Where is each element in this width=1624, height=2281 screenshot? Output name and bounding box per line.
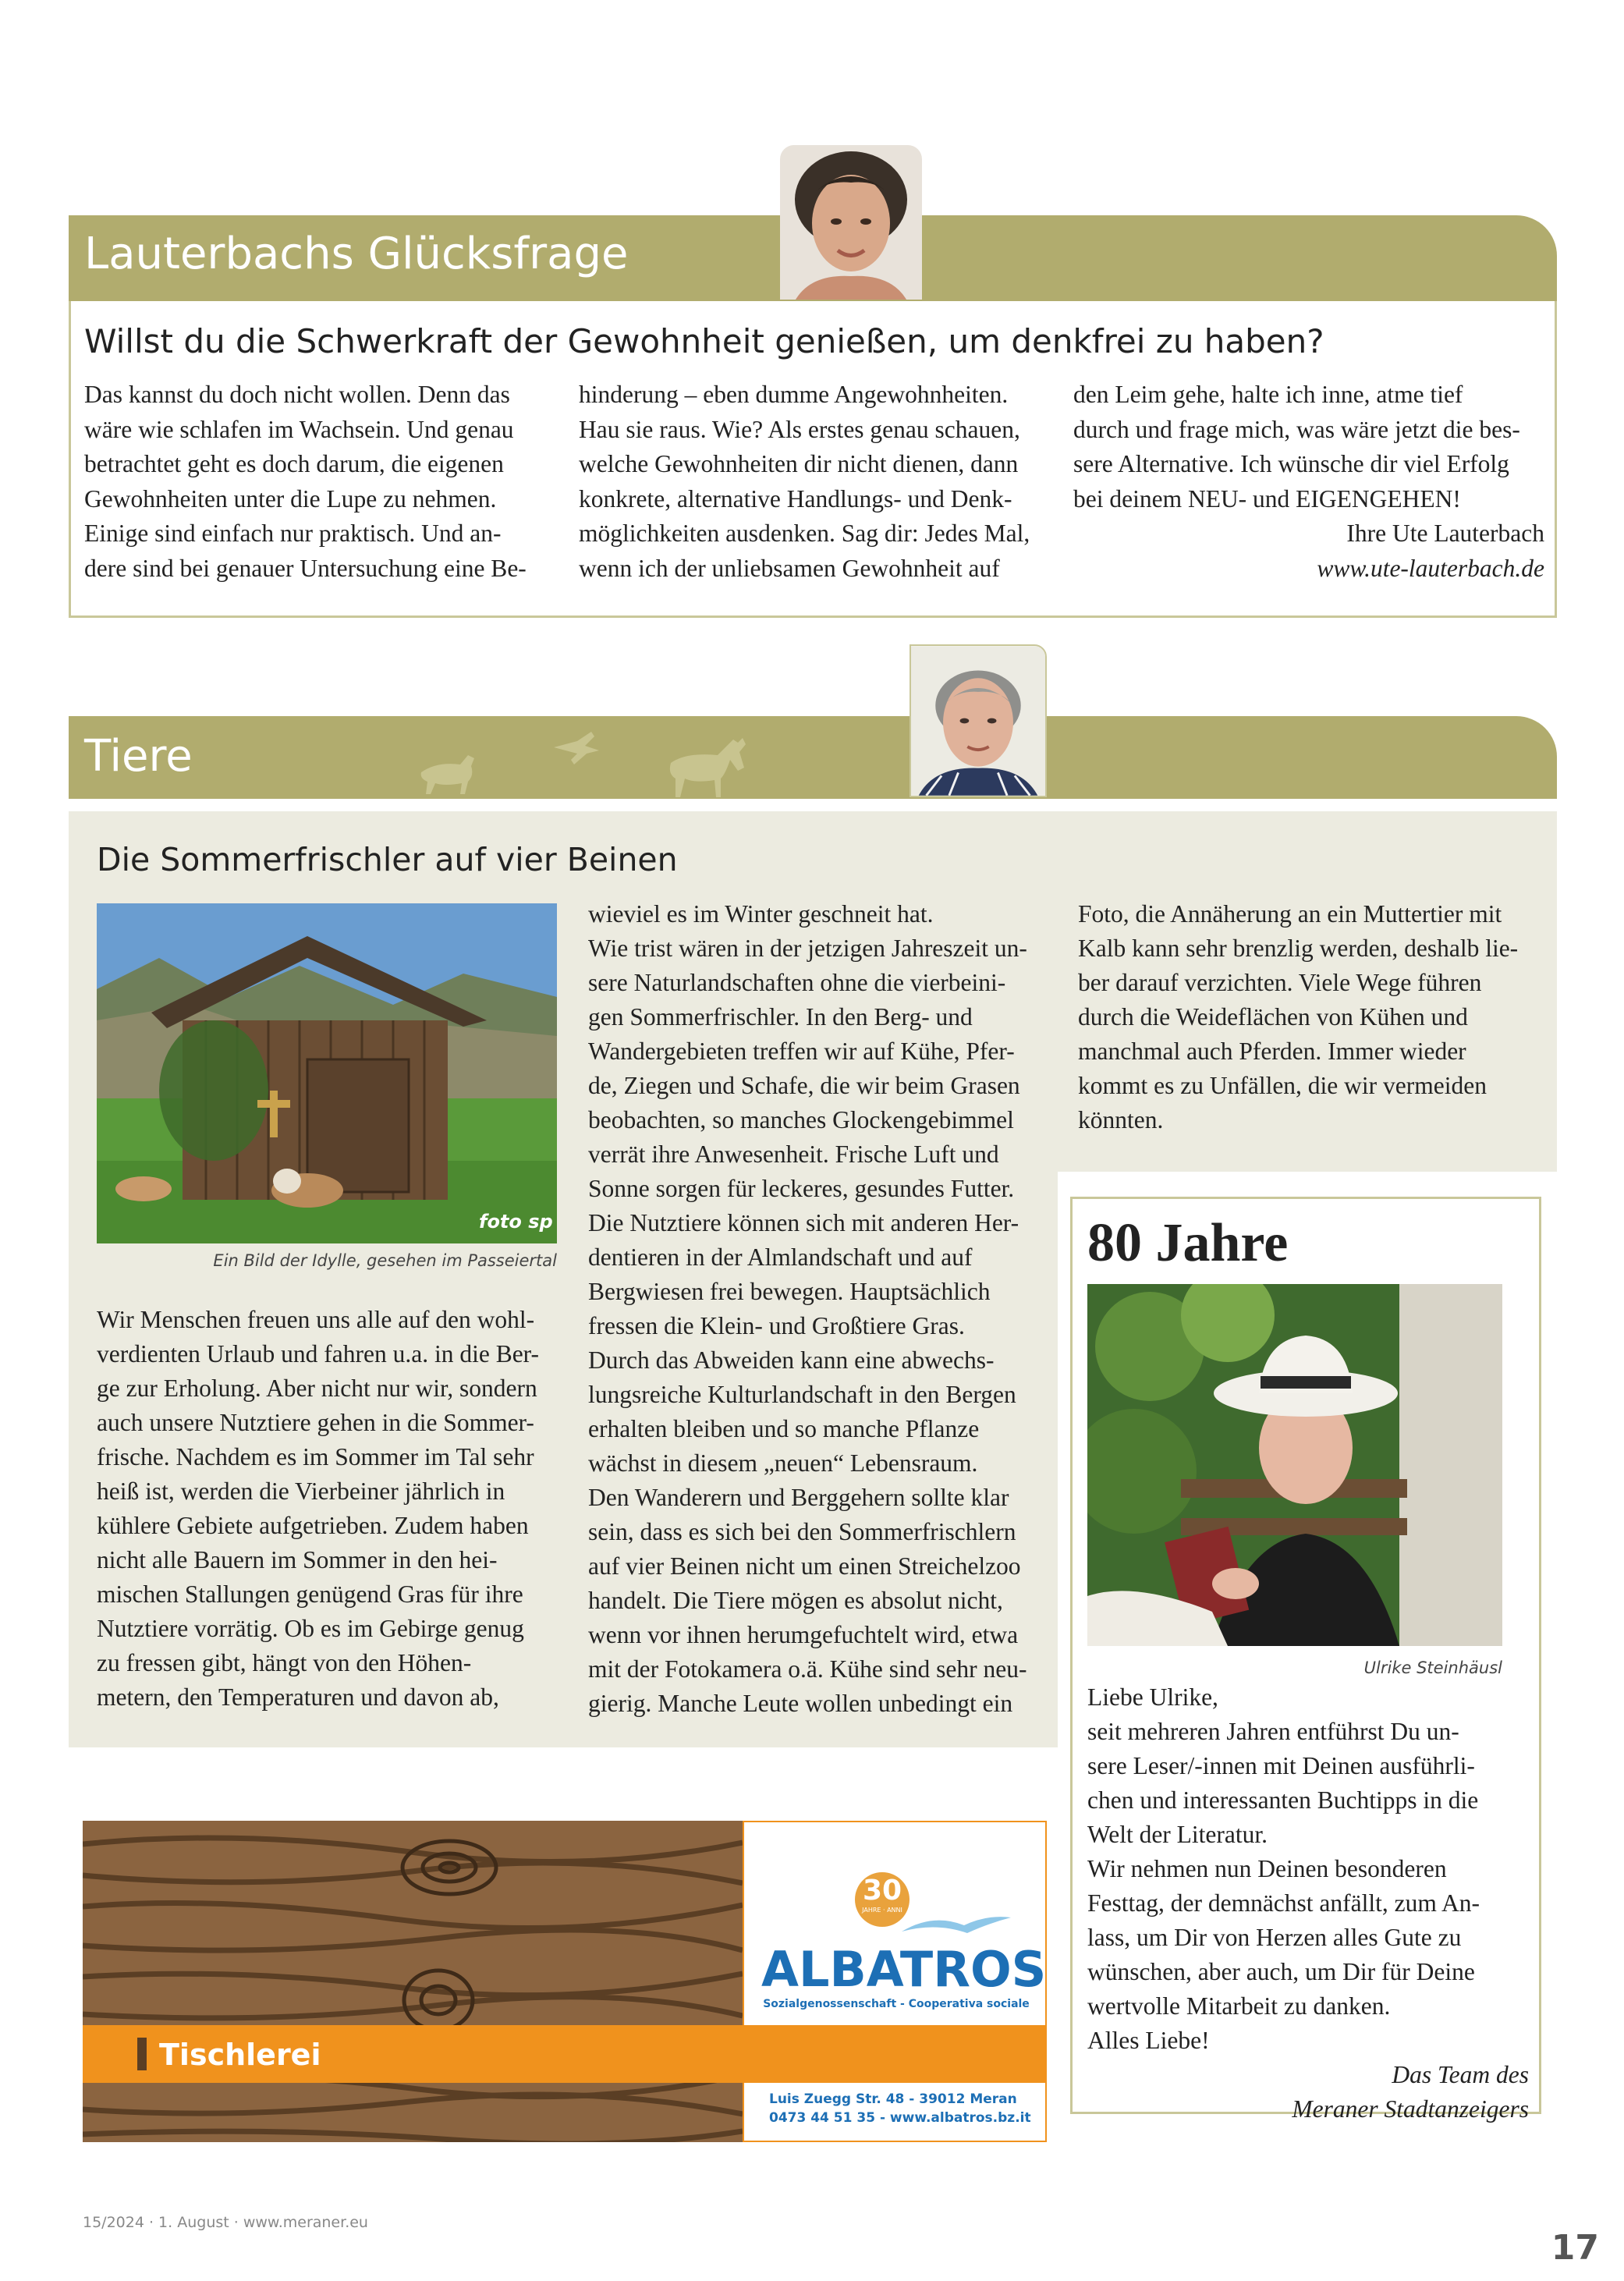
- ad-address: Luis Zuegg Str. 48 - 39012 Meran: [769, 2091, 1017, 2107]
- lauterbach-question: Willst du die Schwerkraft der Gewohnheit genießen, um denkfrei zu haben?: [84, 322, 1324, 360]
- text-line: Einige sind einfach nur praktisch. Und an-: [84, 520, 502, 548]
- text-line: Gewohnheiten unter die Lupe zu nehmen.: [84, 484, 497, 513]
- text-line: erhalten bleiben und so manche Pflanze: [588, 1415, 980, 1442]
- text-line: möglichkeiten ausdenken. Sag dir: Jedes Mal,: [579, 520, 1030, 548]
- text-line: Das kannst du doch nicht wollen. Denn das: [84, 381, 510, 408]
- text-line: betrachtet geht es doch darum, die eigenen: [84, 450, 504, 478]
- text-line: Sonne sorgen für leckeres, gesundes Futter.: [588, 1175, 1015, 1202]
- text-line: gierig. Manche Leute wollen unbedingt ein: [588, 1690, 1013, 1717]
- text-line: wächst in diesem „neuen“ Lebensraum.: [588, 1449, 978, 1477]
- birthday-letter: [1087, 1680, 1529, 2127]
- text-line: manchmal auch Pferden. Immer wieder: [1078, 1038, 1466, 1065]
- text-line: lungsreiche Kulturlandschaft in den Bergen: [588, 1381, 1016, 1408]
- ad-service-label: Tischlerei: [159, 2038, 321, 2072]
- text-line: sere Leser/-innen mit Deinen ausführli-: [1087, 1752, 1475, 1779]
- text-line: hinderung – eben dumme Angewohnheiten.: [579, 381, 1009, 408]
- text-line: bei deinem NEU- und EIGENGEHEN!: [1073, 484, 1461, 513]
- text-line: zu fressen gibt, hängt von den Höhen-: [97, 1649, 472, 1676]
- birthday-photo-caption: Ulrike Steinhäusl: [1363, 1658, 1502, 1677]
- text-line: auch unsere Nutztiere gehen in die Sommer-: [97, 1409, 534, 1436]
- text-line: Nutztiere vorrätig. Ob es im Gebirge genug: [97, 1615, 524, 1642]
- ad-contact[interactable]: 0473 44 51 35 - www.albatros.bz.it: [769, 2110, 1031, 2126]
- portrait-tiere-author: [910, 644, 1047, 797]
- text-line: verrät ihre Anwesenheit. Frische Luft und: [588, 1140, 999, 1168]
- text-line: könnten.: [1078, 1106, 1164, 1133]
- text-line: den Leim gehe, halte ich inne, atme tief: [1073, 381, 1463, 408]
- signature: Ihre Ute Lauterbach: [1346, 520, 1544, 548]
- text-line: lass, um Dir von Herzen alles Gute zu: [1087, 1924, 1462, 1951]
- tiere-column-3: [1078, 897, 1541, 1137]
- text-line: Die Nutztiere können sich mit anderen Her-: [588, 1209, 1019, 1236]
- text-line: sere Alternative. Ich wünsche dir viel Erfolg: [1073, 450, 1509, 478]
- lauterbach-column-2: [579, 378, 1062, 587]
- text-line: ge zur Erholung. Aber nicht nur wir, sondern: [97, 1375, 537, 1402]
- animal-silhouettes-icon: [390, 716, 827, 799]
- text-line: Alles Liebe!: [1087, 2027, 1210, 2054]
- text-line: Den Wanderern und Berggehern sollte klar: [588, 1484, 1009, 1511]
- tiere-column-1: [97, 1303, 558, 1715]
- text-line: konkrete, alternative Handlungs- und Denk-: [579, 484, 1012, 513]
- portrait-ute-lauterbach: [780, 145, 922, 300]
- tiere-column-2: [588, 897, 1051, 1721]
- text-line: nicht alle Bauern im Sommer in den hei-: [97, 1546, 498, 1573]
- text-line: dentieren in der Almlandschaft und auf: [588, 1243, 973, 1271]
- badge-subtext: JAHRE · ANNI: [862, 1907, 902, 1914]
- photo-credit: foto sp: [479, 1211, 553, 1233]
- page-number: 17: [1551, 2228, 1599, 2268]
- text-line: frische. Nachdem es im Sommer im Tal sehr: [97, 1443, 534, 1470]
- albatros-tagline: Sozialgenossenschaft - Cooperativa sociale: [763, 1998, 1030, 2010]
- text-line: kühlere Gebiete aufgetrieben. Zudem haben: [97, 1512, 529, 1539]
- text-line: Bergwiesen frei bewegen. Hauptsächlich: [588, 1278, 991, 1305]
- text-line: wenn ich der unliebsamen Gewohnheit auf: [579, 554, 1000, 582]
- text-line: auf vier Beinen nicht um einen Streichelzoo: [588, 1552, 1021, 1580]
- text-line: Wir nehmen nun Deinen besonderen: [1087, 1855, 1447, 1882]
- birthday-signature-line-1: Das Team des: [1392, 2061, 1529, 2088]
- text-line: Foto, die Annäherung an ein Muttertier mit: [1078, 900, 1502, 928]
- tiere-heading: Die Sommerfrischler auf vier Beinen: [97, 841, 678, 878]
- text-line: Durch das Abweiden kann eine abwechs-: [588, 1346, 995, 1374]
- text-line: metern, den Temperaturen und davon ab,: [97, 1683, 499, 1711]
- text-line: wenn vor ihnen herumgefuchtelt wird, etwa: [588, 1621, 1019, 1648]
- text-line: heiß ist, werden die Vierbeiner jährlich in: [97, 1478, 505, 1505]
- text-line: sein, dass es sich bei den Sommerfrischlern: [588, 1518, 1016, 1545]
- tischlerei-icon: [137, 2038, 147, 2070]
- birthday-title: 80 Jahre: [1087, 1213, 1289, 1273]
- section-title-tiere: Tiere: [84, 731, 193, 782]
- text-line: kommt es zu Unfällen, die wir vermeiden: [1078, 1072, 1487, 1099]
- text-line: gen Sommerfrischler. In den Berg- und: [588, 1003, 973, 1031]
- text-line: Liebe Ulrike,: [1087, 1683, 1218, 1711]
- text-line: fressen die Klein- und Großtiere Gras.: [588, 1312, 965, 1339]
- website-link[interactable]: www.ute-lauterbach.de: [1317, 554, 1544, 582]
- text-line: chen und interessanten Buchtipps in die: [1087, 1786, 1479, 1814]
- photo-caption: Ein Bild der Idylle, gesehen im Passeiertal: [213, 1251, 557, 1270]
- text-line: verdienten Urlaub und fahren u.a. in die Ber-: [97, 1340, 540, 1368]
- text-line: Wandergebieten treffen wir auf Kühe, Pfer-: [588, 1038, 1015, 1065]
- text-line: Kalb kann sehr brenzlig werden, deshalb lie-: [1078, 935, 1519, 962]
- section-title-lauterbach: Lauterbachs Glücksfrage: [84, 229, 629, 279]
- text-line: Wie trist wären in der jetzigen Jahreszeit un-: [588, 935, 1027, 962]
- lauterbach-column-1: [84, 378, 552, 587]
- text-line: wertvolle Mitarbeit zu danken.: [1087, 1992, 1391, 2020]
- text-line: durch und frage mich, was wäre jetzt die bes-: [1073, 415, 1520, 443]
- text-line: wünschen, aber auch, um Dir für Deine: [1087, 1958, 1475, 1985]
- text-line: Wir Menschen freuen uns alle auf den wohl-: [97, 1306, 535, 1333]
- text-line: de, Ziegen und Schafe, die wir beim Grasen: [588, 1072, 1020, 1099]
- text-line: seit mehreren Jahren entführst Du un-: [1087, 1718, 1459, 1745]
- footer-issue-info: 15/2024 · 1. August · www.meraner.eu: [83, 2214, 368, 2231]
- text-line: mischen Stallungen genügend Gras für ihre: [97, 1580, 523, 1608]
- wood-texture: [83, 1821, 743, 2142]
- birthday-photo: [1087, 1284, 1502, 1646]
- albatros-ad[interactable]: [83, 1821, 1047, 2142]
- birthday-signature-line-2: Meraner Stadtanzeigers: [1292, 2095, 1529, 2123]
- text-line: Hau sie raus. Wie? Als erstes genau schauen,: [579, 415, 1020, 443]
- text-line: durch die Weideflächen von Kühen und: [1078, 1003, 1468, 1031]
- albatros-brand: ALBATROS: [761, 1941, 1047, 1998]
- text-line: handelt. Die Tiere mögen es absolut nicht,: [588, 1587, 1003, 1614]
- albatros-bird-icon: [902, 1908, 1011, 1939]
- text-line: dere sind bei genauer Untersuchung eine Be-: [84, 554, 527, 582]
- text-line: Welt der Literatur.: [1087, 1821, 1268, 1848]
- text-line: sere Naturlandschaften ohne die vierbeini-: [588, 969, 1006, 996]
- text-line: Festtag, der demnächst anfällt, zum An-: [1087, 1889, 1480, 1917]
- article-photo-barn: [97, 903, 557, 1243]
- text-line: welche Gewohnheiten dir nicht dienen, dann: [579, 450, 1019, 478]
- text-line: ber darauf verzichten. Viele Wege führen: [1078, 969, 1482, 996]
- text-line: mit der Fotokamera o.ä. Kühe sind sehr neu-: [588, 1655, 1027, 1683]
- text-line: wieviel es im Winter geschneit hat.: [588, 900, 934, 928]
- lauterbach-column-3: [1073, 378, 1544, 587]
- badge-number: 30: [862, 1875, 902, 1907]
- text-line: beobachten, so manches Glockengebimmel: [588, 1106, 1014, 1133]
- text-line: wäre wie schlafen im Wachsein. Und genau: [84, 415, 514, 443]
